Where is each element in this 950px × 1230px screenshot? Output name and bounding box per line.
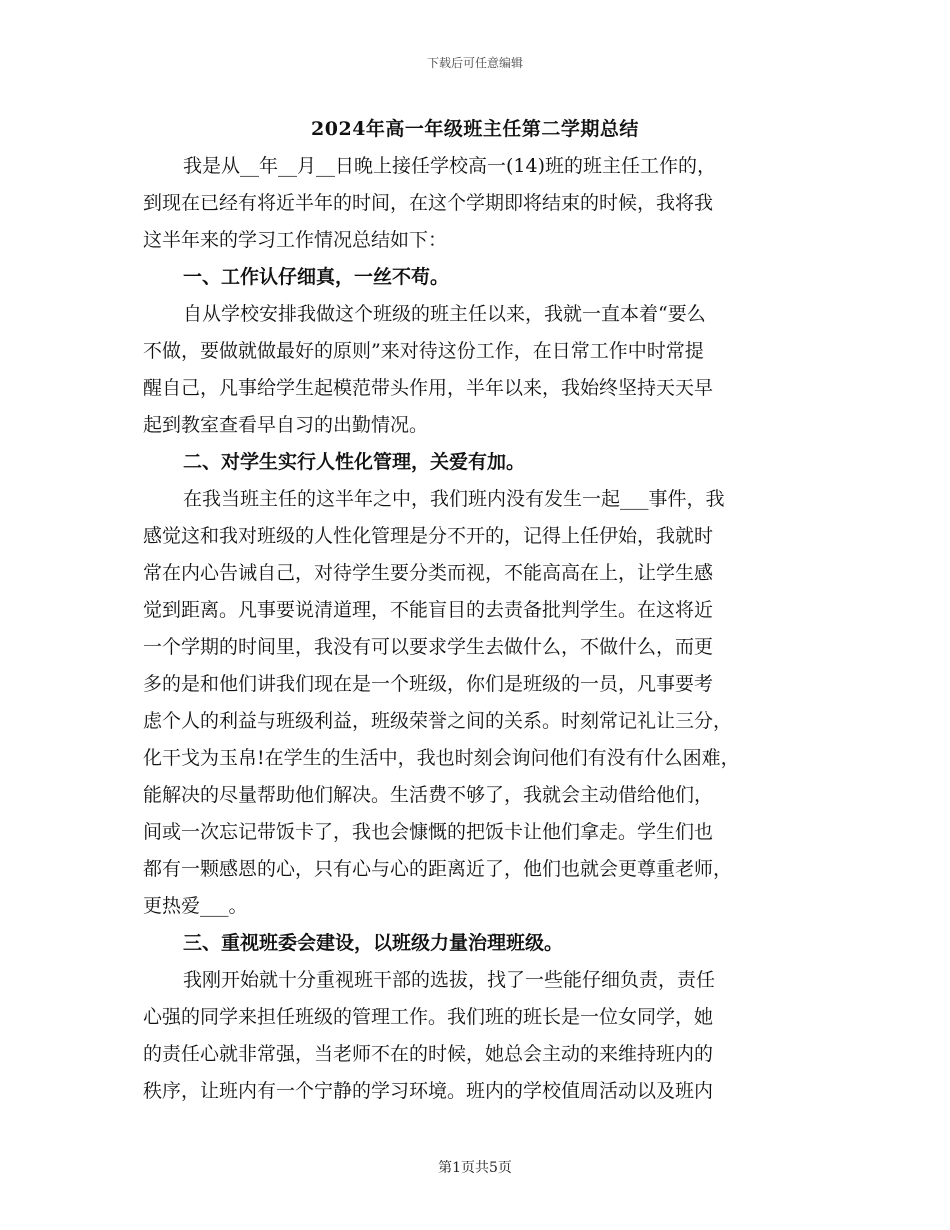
- section-paragraph-2: [143, 481, 819, 925]
- text-line: 心强的同学来担任班级的管理工作。我们班的班长是一位女同学，她: [143, 1006, 714, 1028]
- section-heading-1: 一、工作认仔细真，一丝不苟。: [183, 266, 450, 288]
- text-line: 的责任心就非常强，当老师不在的时候，她总会主动的来维持班内的: [143, 1043, 714, 1065]
- text-line: 觉到距离。凡事要说清道理，不能盲目的去责备批判学生。在这将近: [143, 599, 714, 621]
- text-line: 在我当班主任的这半年之中，我们班内没有发生一起___事件，我: [183, 488, 725, 510]
- text-line: 到现在已经有将近半年的时间，在这个学期即将结束的时候，我将我: [143, 192, 714, 214]
- text-line: 醒自己，凡事给学生起模范带头作用，半年以来，我始终坚持天天早: [143, 377, 714, 399]
- text-line: 秩序，让班内有一个宁静的学习环境。班内的学校值周活动以及班内: [143, 1080, 714, 1102]
- document-title: 2024年高一年级班主任第二学期总结: [311, 118, 639, 140]
- text-line: 起到教室查看早自习的出勤情况。: [143, 414, 429, 436]
- text-line: 我是从__年__月__日晚上接任学校高一(14)班的班主任工作的，: [183, 155, 717, 177]
- text-line: 这半年来的学习工作情况总结如下：: [143, 229, 448, 251]
- text-line: 自从学校安排我做这个班级的班主任以来，我就一直本着“要么: [183, 303, 706, 325]
- section-heading-2: 二、对学生实行人性化管理，关爱有加。: [183, 451, 526, 473]
- text-line: 不做，要做就做最好的原则”来对待这份工作，在日常工作中时常提: [143, 340, 704, 362]
- text-line: 能解决的尽量帮助他们解决。生活费不够了，我就会主动借给他们，: [143, 784, 714, 806]
- text-line: 多的是和他们讲我们现在是一个班级，你们是班级的一员，凡事要考: [143, 673, 714, 695]
- section-heading-3: 三、重视班委会建设，以班级力量治理班级。: [183, 932, 564, 954]
- page-number: 第1页共5页: [438, 1160, 512, 1176]
- intro-paragraph: [143, 148, 819, 259]
- page-header-note: 下载后可任意编辑: [426, 56, 523, 70]
- document-body: [143, 148, 819, 1110]
- section-paragraph-1: [143, 296, 819, 444]
- text-line: 常在内心告诫自己，对待学生要分类而视，不能高高在上，让学生感: [143, 562, 714, 584]
- text-line: 间或一次忘记带饭卡了，我也会慷慨的把饭卡让他们拿走。学生们也: [143, 821, 714, 843]
- section-paragraph-3: [143, 962, 819, 1110]
- text-line: 更热爱___。: [143, 895, 248, 917]
- text-line: 一个学期的时间里，我没有可以要求学生去做什么，不做什么，而更: [143, 636, 714, 658]
- text-line: 感觉这和我对班级的人性化管理是分不开的，记得上任伊始，我就时: [143, 525, 714, 547]
- text-line: 化干戈为玉帛!在学生的生活中，我也时刻会询问他们有没有什么困难，: [143, 747, 740, 769]
- text-line: 我刚开始就十分重视班干部的选拔，找了一些能仔细负责，责任: [183, 969, 716, 991]
- text-line: 虑个人的利益与班级利益，班级荣誉之间的关系。时刻常记礼让三分，: [143, 710, 733, 732]
- text-line: 都有一颗感恩的心，只有心与心的距离近了，他们也就会更尊重老师，: [143, 858, 733, 880]
